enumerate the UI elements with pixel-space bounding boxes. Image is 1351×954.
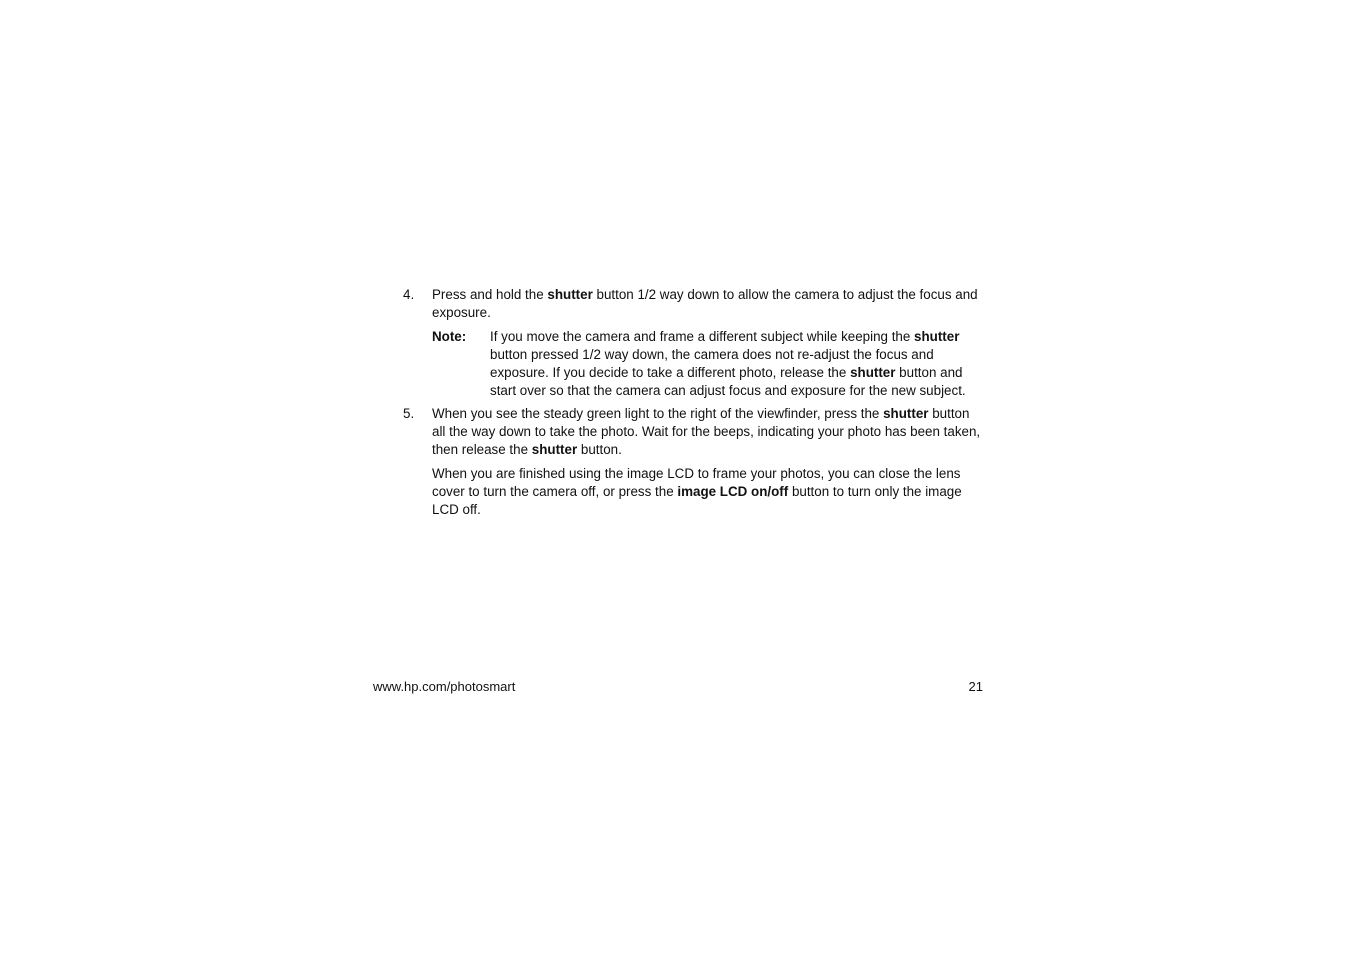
note-text: If you move the camera and frame a different subject while keeping the shutter button pressed 1/2 way down, the camera does not re-adjust the focus and exposure. If you decide to take a different photo, release the shutter button and start over so that the camera can adjust focus and exposure for the new subject.	[490, 328, 966, 398]
instruction-list	[403, 286, 983, 519]
shutter-button-term: shutter	[547, 287, 593, 302]
shutter-button-term: shutter	[531, 442, 578, 458]
shutter-button-term: shutter	[850, 364, 896, 380]
step-text: Press and hold the shutter button 1/2 way down to allow the camera to adjust the focus and exposure.	[432, 287, 978, 320]
step-4	[403, 286, 983, 399]
shutter-button-term: shutter	[883, 406, 929, 422]
footer-url: www.hp.com/photosmart	[373, 679, 516, 694]
step-text: When you see the steady green light to the right of the viewfinder, press the shutter button all the way down to take the photo. Wait for the beeps, indicating your photo has been taken, then release the shutter button.	[432, 406, 981, 458]
step-number: 5.	[403, 406, 415, 422]
image-lcd-button-term: image LCD on/off	[677, 484, 789, 500]
note	[432, 328, 983, 400]
note-label: Note:	[432, 328, 467, 344]
page-number: 21	[968, 679, 983, 694]
step-number: 4.	[403, 287, 415, 302]
shutter-button-term: shutter	[914, 328, 960, 344]
step-5	[403, 405, 983, 459]
closing-paragraph: When you are finished using the image LCD to frame your photos, you can close the lens cover to turn the camera off, or press the image LCD on/off button to turn only the image LCD off.	[432, 466, 962, 517]
